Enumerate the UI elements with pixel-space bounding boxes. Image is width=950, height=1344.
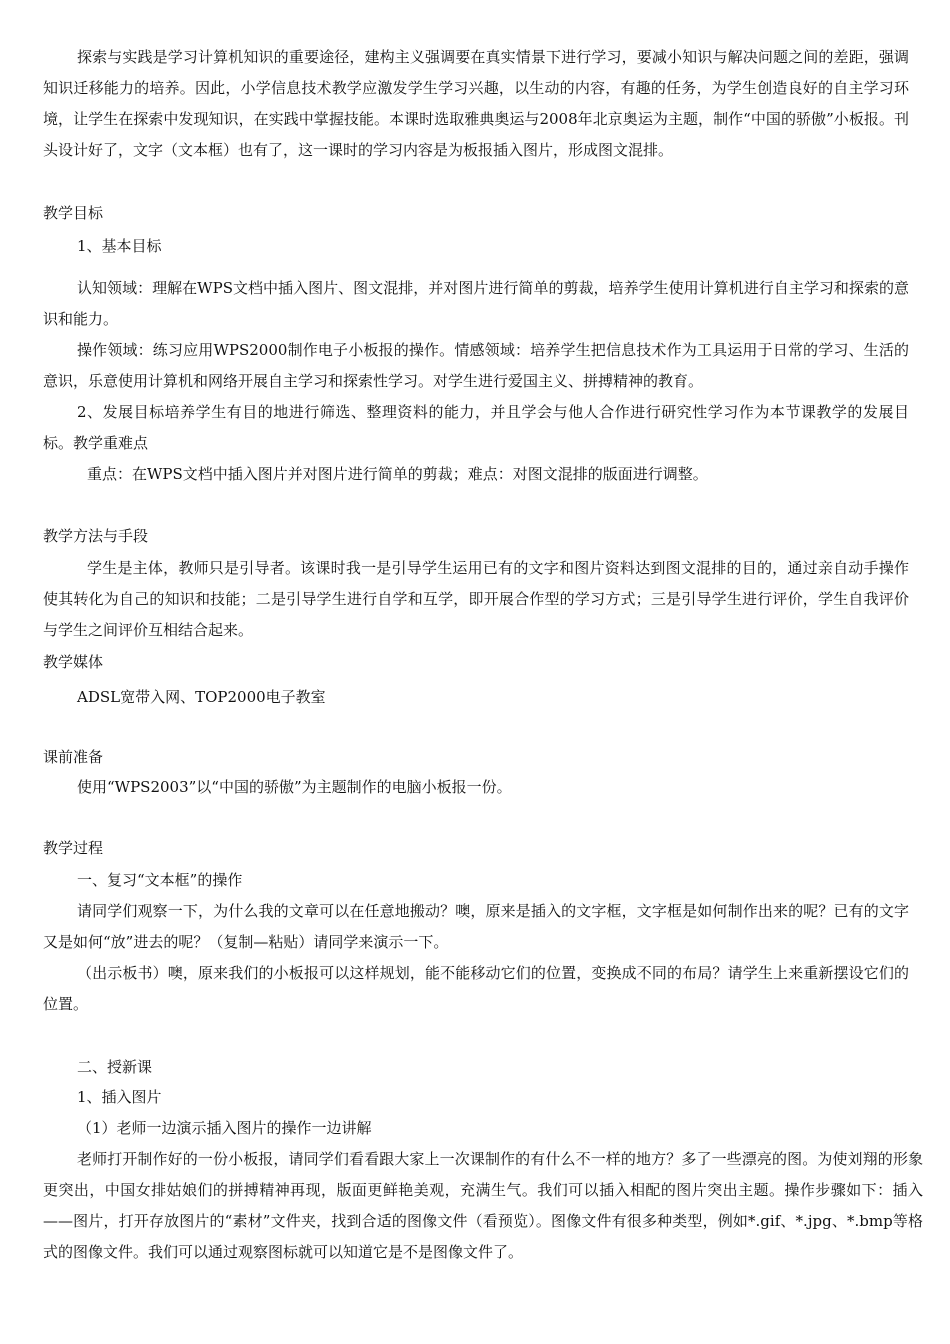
heading-preparation: 课前准备 xyxy=(43,748,104,766)
step1-paragraph-1: 请同学们观察一下，为什么我的文章可以在任意地搬动？噢，原来是插入的文字框，文字框是如何制作出来的呢？已有的文字又是如何“放”进去的呢？（复制—粘贴）请同学来演示一下。 xyxy=(43,902,909,951)
goal1-operation-paragraph: 操作领域：练习应用WPS2000制作电子小板报的操作。情感领域：培养学生把信息技术作为工具运用于日常的学习、生活的意识，乐意使用计算机和网络开展自主学习和探索性学习。对学生进行爱国主义、拼搏精神的教育。 xyxy=(43,341,909,390)
step2-subheading-insert-image: 1、插入图片 xyxy=(77,1088,162,1106)
heading-teaching-process: 教学过程 xyxy=(43,839,104,857)
media-paragraph: ADSL宽带入网、TOP2000电子教室 xyxy=(77,688,326,706)
step2-paragraph: 老师打开制作好的一份小板报，请同学们看看跟大家上一次课制作的有什么不一样的地方？多了一些漂亮的图。为使刘翔的形象更突出，中国女排姑娘们的拼搏精神再现，版面更鲜艳美观，充满生气。我们可以插入相配的图片突出主题。操作步骤如下：插入——图片，打开存放图片的“素材”文件夹，找到合适的图像文件（看预览）。图像文件有很多种类型，例如*.gif、*.jpg、*.bmp等格式的图像文件。我们可以通过观察图标就可以知道它是不是图像文件了。 xyxy=(43,1150,923,1261)
step1-title: 一、复习“文本框”的操作 xyxy=(77,871,243,889)
keypoints-paragraph: 重点：在WPS文档中插入图片并对图片进行简单的剪裁；难点：对图文混排的版面进行调整。 xyxy=(87,465,708,483)
goal1-title: 1、基本目标 xyxy=(77,237,162,255)
intro-paragraph: 探索与实践是学习计算机知识的重要途径，建构主义强调要在真实情景下进行学习，要减小知识与解决问题之间的差距，强调知识迁移能力的培养。因此，小学信息技术教学应激发学生学习兴趣，以生动的内容，有趣的任务，为学生创造良好的自主学习环境，让学生在探索中发现知识，在实践中掌握技能。本课时选取雅典奥运与2008年北京奥运为主题，制作“中国的骄傲”小板报。刊头设计好了，文字（文本框）也有了，这一课时的学习内容是为板报插入图片，形成图文混排。 xyxy=(43,48,909,159)
preparation-paragraph: 使用“WPS2003”以“中国的骄傲”为主题制作的电脑小板报一份。 xyxy=(77,778,512,796)
methods-paragraph: 学生是主体，教师只是引导者。该课时我一是引导学生运用已有的文字和图片资料达到图文混排的目的，通过亲自动手操作使其转化为自己的知识和技能；二是引导学生进行自学和互学，即开展合作型的学习方式；三是引导学生进行评价，学生自我评价与学生之间评价互相结合起来。 xyxy=(43,559,909,639)
step2-title: 二、授新课 xyxy=(77,1058,153,1076)
step2-subheading-demo: （1）老师一边演示插入图片的操作一边讲解 xyxy=(77,1119,372,1137)
goal1-cognitive-paragraph: 认知领域：理解在WPS文档中插入图片、图文混排，并对图片进行简单的剪裁，培养学生使用计算机进行自主学习和探索的意识和能力。 xyxy=(43,279,909,328)
heading-teaching-methods: 教学方法与手段 xyxy=(43,527,149,545)
heading-teaching-media: 教学媒体 xyxy=(43,653,104,671)
step1-paragraph-2: （出示板书）噢，原来我们的小板报可以这样规划，能不能移动它们的位置，变换成不同的布局？请学生上来重新摆设它们的位置。 xyxy=(43,964,909,1013)
heading-teaching-goals: 教学目标 xyxy=(43,204,104,222)
goal2-paragraph: 2、发展目标培养学生有目的地进行筛选、整理资料的能力，并且学会与他人合作进行研究性学习作为本节课教学的发展目标。教学重难点 xyxy=(43,403,909,452)
